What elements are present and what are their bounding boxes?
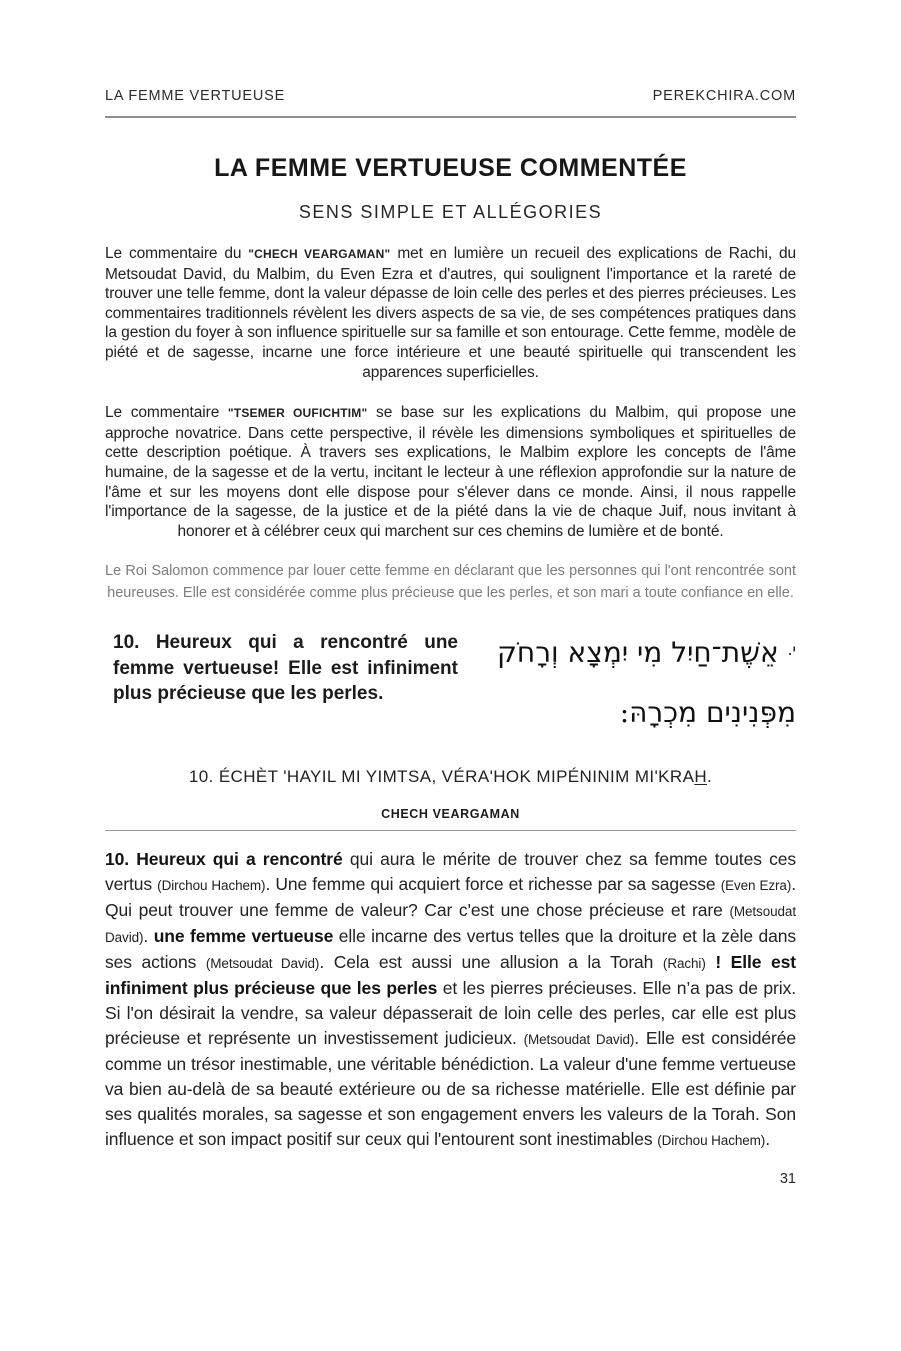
header-site-name: PEREKCHIRA.COM: [652, 88, 796, 104]
page-subtitle: SENS SIMPLE ET ALLÉGORIES: [298, 202, 603, 222]
verse-transliteration: 10. ÉCHÈT 'HAYIL MI YIMTSA, VÉRA'HOK MIPÉNINIM MI'KRAH.: [188, 767, 713, 787]
verse-hebrew-text: [458, 620, 796, 743]
page-title: LA FEMME VERTUEUSE COMMENTÉE: [214, 154, 687, 182]
verse-french-text: 10. Heureux qui a rencontré une femme vertueuse! Elle est infiniment plus précieuse que les perles.: [113, 632, 458, 705]
section-label: CHECH VEARGAMAN: [381, 807, 520, 822]
verse-block: [105, 630, 796, 743]
intro-paragraph-chech-veargaman: Le commentaire du "CHECH VEARGAMAN" met en lumière un recueil des explications de Rachi, du Metsoudat David, du Malbim, du Even Ezra et d'autres, qui soulignent l'importance et la rareté de trouver une telle femme, dont la valeur dépasse de loin celle des perles et des pierres précieuses. Les commentaires traditionnels révèlent les divers aspects de sa vie, de ses compétences pratiques dans la gestion du foyer à son influence spirituelle sur sa famille et son entourage. Cette femme, modèle de piété et de sagesse, incarne une force intérieure et une beauté spirituelle qui transcendent les apparences superficielles.: [105, 245, 797, 381]
lead-note: Le Roi Salomon commence par louer cette femme en déclarant que les personnes qui l'ont rencontrée sont heureuses. Elle est considérée comme plus précieuse que les perles, et son mari a toute confiance en elle.: [105, 563, 796, 601]
commentary-paragraph: 10. Heureux qui a rencontré qui aura le mérite de trouver chez sa femme toutes ces vertus (Dirchou Hachem). Une femme qui acquiert force et richesse par sa sagesse (Even Ezra). Qui peut trouver une femme de valeur? Car c'est une chose précieuse et rare (Metsoudat David). une femme vertueuse elle incarne des vertus telles que la droiture et la zèle dans ses actions (Metsoudat David). Cela est aussi une allusion a la Torah (Rachi) ! Elle est infiniment plus précieuse que les perles et les pierres précieuses. Elle n’a pas de prix. Si l'on désirait la vendre, sa valeur dépasserait de loin celle des perles, car elle est plus précieuse et représente un investissement judicieux. (Metsoudat David). Elle est considérée comme un trésor inestimable, une véritable bénédiction. La valeur d'une femme vertueuse va bien au-delà de sa beauté extérieure ou de sa richesse matérielle. Elle est définie par ses qualités morales, sa sagesse et son engagement envers les valeurs de la Torah. Son influence et son impact positif sur ceux qui l'entourent sont inestimables (Dirchou Hachem).: [105, 849, 797, 1150]
hebrew-line-1-text: אֵשֶׁת־חַיִל מִי יִמְצָא וְרָחֹק: [497, 636, 779, 670]
section-rule: [105, 830, 796, 831]
hebrew-verse-number: י.: [787, 641, 796, 660]
page-content: [105, 0, 796, 1187]
hebrew-line-1: [476, 620, 796, 683]
running-header: [105, 88, 796, 104]
header-rule: [105, 116, 796, 118]
header-book-title: LA FEMME VERTUEUSE: [105, 88, 286, 104]
page-number: 31: [779, 1171, 796, 1188]
hebrew-line-2: מִפְּנִינִים מִכְרָהּ:: [619, 696, 796, 730]
intro-paragraph-tsemer-oufichtim: Le commentaire "TSEMER OUFICHTIM" se base sur les explications du Malbim, qui propose une approche novatrice. Dans cette perspective, il révèle les dimensions symboliques et spirituelles de cette description poétique. À travers ses explications, le Malbim explore les concepts de l'âme humaine, de la sagesse et de la vertu, incitant le lecteur à une réflexion approfondie sur la nature de l'âme et sur les moyens dont elle dispose pour s'élever dans ce monde. Ainsi, il nous rappelle l'importance de la sagesse, de la justice et de la piété dans la vie de chaque Juif, nous invitant à honorer et à célébrer ceux qui marchent sur ces chemins de lumière et de bonté.: [105, 404, 796, 540]
